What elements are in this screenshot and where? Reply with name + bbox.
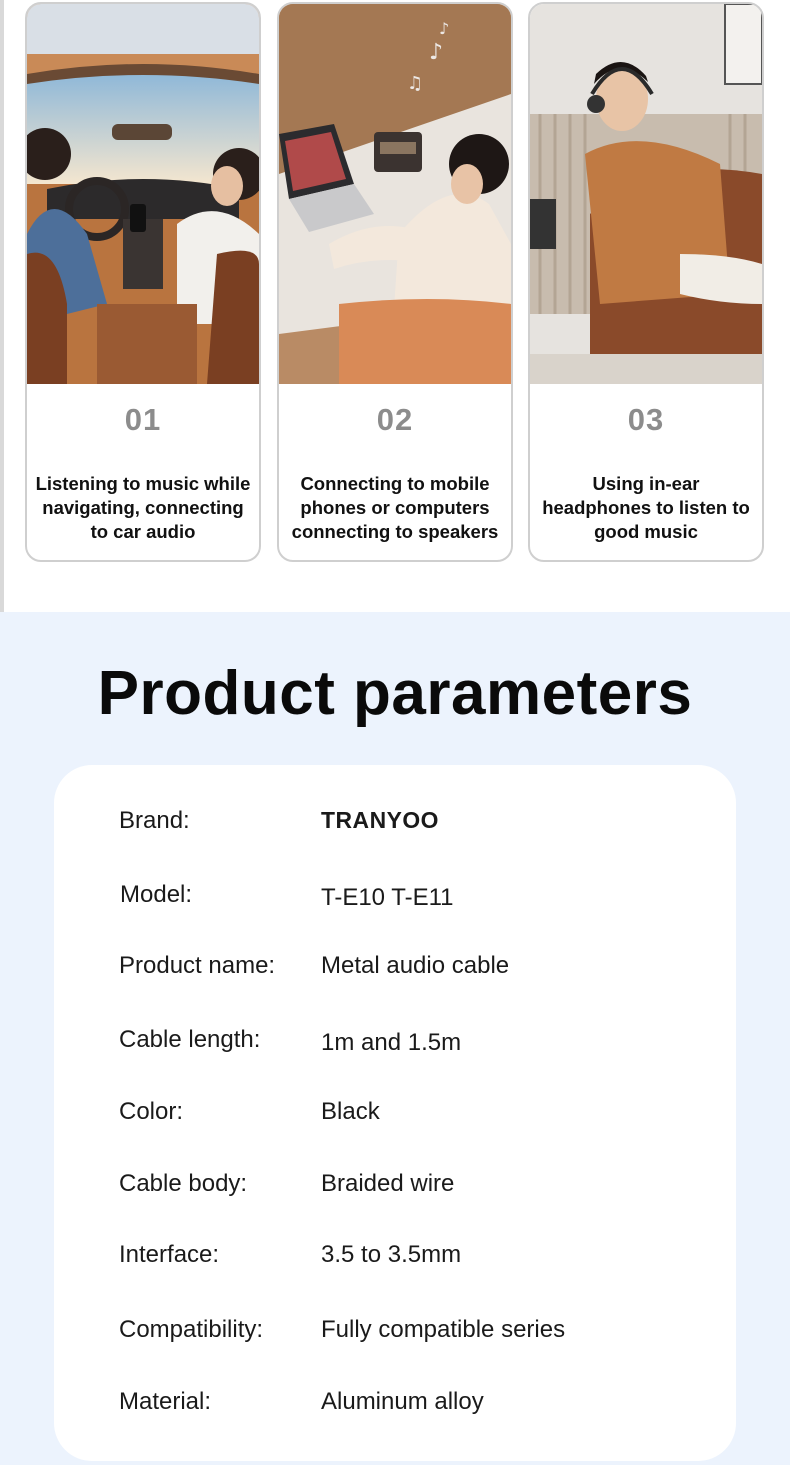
card-number: 02: [376, 402, 414, 437]
svg-text:♪: ♪: [439, 19, 450, 38]
param-label: Product name:: [119, 952, 276, 979]
param-label: Model:: [120, 881, 193, 908]
left-divider: [0, 0, 4, 612]
param-value: Metal audio cable: [321, 952, 510, 979]
usage-scenarios-section: [0, 0, 790, 612]
param-row-product-name: [54, 952, 736, 986]
car-interior-scene-icon: [27, 4, 259, 384]
param-label: Interface:: [119, 1241, 220, 1268]
param-value: 1m and 1.5m: [321, 1029, 462, 1056]
param-value: Braided wire: [321, 1170, 455, 1197]
usage-card-car: [25, 2, 261, 562]
param-label: Material:: [119, 1388, 212, 1415]
param-label: Brand:: [119, 807, 190, 834]
card-number: 01: [124, 402, 162, 437]
svg-text:♪: ♪: [429, 40, 444, 65]
param-row-material: [54, 1388, 736, 1422]
man-listening-headphones-scene-icon: [530, 4, 762, 384]
card-description: Connecting to mobile phones or computers connecting to speakers: [291, 473, 499, 542]
param-row-compatibility: [54, 1316, 736, 1350]
param-row-cable-body: [54, 1170, 736, 1204]
param-label: Cable length:: [119, 1026, 261, 1053]
usage-card-desk: [277, 2, 513, 562]
desk-laptop-speaker-scene-icon: [279, 4, 511, 384]
param-row-interface: [54, 1241, 736, 1275]
card-description: Listening to music while navigating, connecting to car audio: [35, 473, 251, 542]
param-value: Aluminum alloy: [321, 1388, 484, 1415]
param-value: T-E10 T-E11: [321, 884, 454, 911]
param-row-model: [54, 881, 736, 915]
parameters-panel: [54, 765, 736, 1461]
param-value: 3.5 to 3.5mm: [321, 1241, 462, 1268]
card-description: Using in-ear headphones to listen to good music: [542, 473, 750, 542]
param-label: Cable body:: [119, 1170, 248, 1197]
svg-text:TRANYOO: TRANYOO: [321, 807, 439, 833]
param-value: Fully compatible series: [321, 1316, 566, 1343]
param-value: Black: [321, 1098, 380, 1125]
param-label: Compatibility:: [119, 1316, 264, 1343]
param-row-cable-length: [54, 1026, 736, 1060]
brand-logo-icon: [320, 807, 442, 837]
product-parameters-section: [0, 612, 790, 1465]
param-label: Color:: [119, 1098, 184, 1125]
param-row-color: [54, 1098, 736, 1132]
card-number: 03: [627, 402, 665, 437]
svg-text:♫: ♫: [407, 73, 424, 94]
section-title: Product parameters: [97, 659, 693, 728]
usage-card-headphones: [528, 2, 764, 562]
